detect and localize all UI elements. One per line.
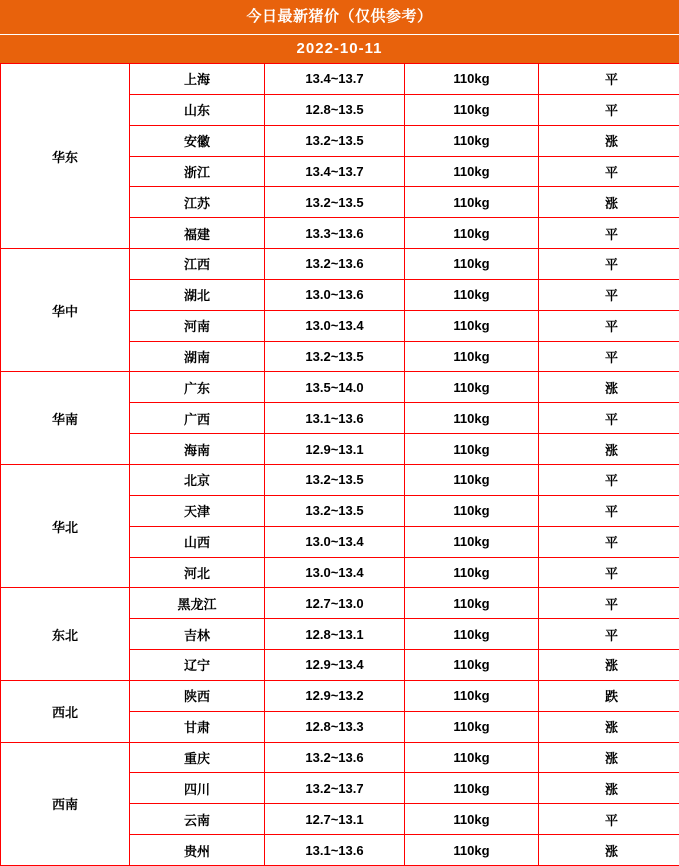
price-cell: 12.8~13.1 (265, 619, 405, 650)
weight-cell: 110kg (405, 310, 539, 341)
price-cell: 13.1~13.6 (265, 403, 405, 434)
price-cell: 13.0~13.4 (265, 310, 405, 341)
table-row (1, 680, 679, 711)
trend-cell: 涨 (539, 372, 679, 403)
trend-cell: 平 (539, 804, 679, 835)
trend-cell: 跌 (539, 680, 679, 711)
province-cell: 湖南 (130, 341, 265, 372)
price-cell: 12.7~13.0 (265, 588, 405, 619)
trend-cell: 平 (539, 619, 679, 650)
weight-cell: 110kg (405, 249, 539, 280)
price-cell: 12.9~13.1 (265, 434, 405, 465)
price-cell: 12.9~13.2 (265, 680, 405, 711)
weight-cell: 110kg (405, 64, 539, 95)
province-cell: 北京 (130, 464, 265, 495)
price-table (0, 63, 679, 866)
province-cell: 陕西 (130, 680, 265, 711)
trend-cell: 平 (539, 310, 679, 341)
trend-cell: 涨 (539, 711, 679, 742)
province-cell: 吉林 (130, 619, 265, 650)
province-cell: 河北 (130, 557, 265, 588)
trend-cell: 平 (539, 588, 679, 619)
trend-cell: 涨 (539, 835, 679, 866)
region-cell: 华北 (1, 464, 130, 587)
weight-cell: 110kg (405, 742, 539, 773)
weight-cell: 110kg (405, 187, 539, 218)
page-title: 今日最新猪价（仅供参考） (0, 0, 679, 34)
price-cell: 13.2~13.5 (265, 464, 405, 495)
province-cell: 广东 (130, 372, 265, 403)
province-cell: 江苏 (130, 187, 265, 218)
report-date: 2022-10-11 (0, 34, 679, 63)
weight-cell: 110kg (405, 372, 539, 403)
table-row (1, 742, 679, 773)
price-cell: 13.3~13.6 (265, 218, 405, 249)
price-cell: 13.4~13.7 (265, 156, 405, 187)
province-cell: 浙江 (130, 156, 265, 187)
weight-cell: 110kg (405, 341, 539, 372)
price-cell: 13.2~13.5 (265, 125, 405, 156)
trend-cell: 平 (539, 403, 679, 434)
province-cell: 福建 (130, 218, 265, 249)
trend-cell: 平 (539, 526, 679, 557)
weight-cell: 110kg (405, 835, 539, 866)
region-cell: 西北 (1, 680, 130, 742)
province-cell: 河南 (130, 310, 265, 341)
price-cell: 13.5~14.0 (265, 372, 405, 403)
trend-cell: 平 (539, 464, 679, 495)
region-cell: 华南 (1, 372, 130, 465)
price-cell: 12.9~13.4 (265, 650, 405, 681)
weight-cell: 110kg (405, 526, 539, 557)
price-cell: 12.8~13.5 (265, 94, 405, 125)
weight-cell: 110kg (405, 711, 539, 742)
province-cell: 贵州 (130, 835, 265, 866)
weight-cell: 110kg (405, 773, 539, 804)
price-cell: 13.4~13.7 (265, 64, 405, 95)
price-cell: 13.2~13.5 (265, 341, 405, 372)
trend-cell: 平 (539, 156, 679, 187)
region-cell: 华东 (1, 64, 130, 249)
weight-cell: 110kg (405, 434, 539, 465)
province-cell: 上海 (130, 64, 265, 95)
price-cell: 12.8~13.3 (265, 711, 405, 742)
price-cell: 13.1~13.6 (265, 835, 405, 866)
trend-cell: 涨 (539, 773, 679, 804)
weight-cell: 110kg (405, 125, 539, 156)
trend-cell: 平 (539, 218, 679, 249)
region-cell: 华中 (1, 249, 130, 372)
trend-cell: 涨 (539, 650, 679, 681)
weight-cell: 110kg (405, 218, 539, 249)
trend-cell: 平 (539, 249, 679, 280)
table-row (1, 249, 679, 280)
price-cell: 13.2~13.5 (265, 187, 405, 218)
province-cell: 山西 (130, 526, 265, 557)
province-cell: 山东 (130, 94, 265, 125)
weight-cell: 110kg (405, 94, 539, 125)
trend-cell: 平 (539, 94, 679, 125)
trend-cell: 平 (539, 64, 679, 95)
trend-cell: 平 (539, 557, 679, 588)
trend-cell: 涨 (539, 125, 679, 156)
province-cell: 四川 (130, 773, 265, 804)
province-cell: 黑龙江 (130, 588, 265, 619)
weight-cell: 110kg (405, 557, 539, 588)
province-cell: 安徽 (130, 125, 265, 156)
table-row (1, 64, 679, 95)
price-table-body (1, 64, 679, 866)
price-cell: 13.2~13.7 (265, 773, 405, 804)
trend-cell: 平 (539, 341, 679, 372)
weight-cell: 110kg (405, 156, 539, 187)
price-cell: 13.0~13.6 (265, 279, 405, 310)
table-row (1, 588, 679, 619)
weight-cell: 110kg (405, 650, 539, 681)
table-row (1, 464, 679, 495)
price-cell: 13.2~13.6 (265, 249, 405, 280)
weight-cell: 110kg (405, 680, 539, 711)
price-cell: 13.2~13.6 (265, 742, 405, 773)
weight-cell: 110kg (405, 464, 539, 495)
price-cell: 13.0~13.4 (265, 557, 405, 588)
trend-cell: 涨 (539, 434, 679, 465)
province-cell: 广西 (130, 403, 265, 434)
weight-cell: 110kg (405, 804, 539, 835)
trend-cell: 涨 (539, 742, 679, 773)
trend-cell: 平 (539, 495, 679, 526)
weight-cell: 110kg (405, 619, 539, 650)
price-cell: 13.0~13.4 (265, 526, 405, 557)
province-cell: 江西 (130, 249, 265, 280)
province-cell: 海南 (130, 434, 265, 465)
province-cell: 天津 (130, 495, 265, 526)
weight-cell: 110kg (405, 588, 539, 619)
region-cell: 西南 (1, 742, 130, 865)
price-cell: 13.2~13.5 (265, 495, 405, 526)
province-cell: 辽宁 (130, 650, 265, 681)
weight-cell: 110kg (405, 403, 539, 434)
weight-cell: 110kg (405, 495, 539, 526)
region-cell: 东北 (1, 588, 130, 681)
price-cell: 12.7~13.1 (265, 804, 405, 835)
province-cell: 甘肃 (130, 711, 265, 742)
province-cell: 云南 (130, 804, 265, 835)
weight-cell: 110kg (405, 279, 539, 310)
table-row (1, 372, 679, 403)
trend-cell: 平 (539, 279, 679, 310)
province-cell: 重庆 (130, 742, 265, 773)
trend-cell: 涨 (539, 187, 679, 218)
province-cell: 湖北 (130, 279, 265, 310)
